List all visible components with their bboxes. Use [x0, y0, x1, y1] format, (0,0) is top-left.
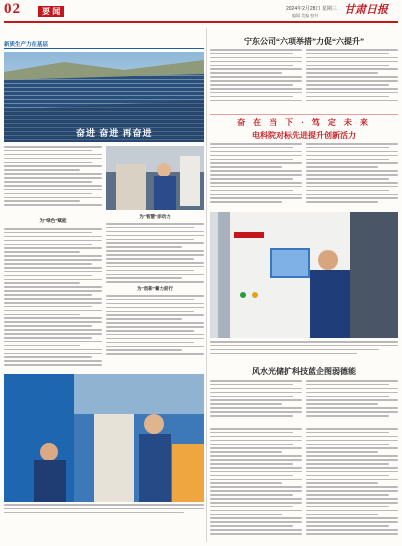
feature-banner: 奋 在 当 下 · 笃 定 未 来 [237, 118, 371, 127]
section-tag: 要 闻 [38, 6, 64, 17]
article1-col2 [306, 49, 398, 109]
article1-title: 宁东公司“六项举措”力促“六提升” [244, 37, 364, 46]
header-rule [4, 21, 398, 23]
column-title: 新质生产力在基层 [4, 42, 49, 48]
left-subhead-2: 为“智慧”添动力 [139, 214, 171, 219]
workers-maintenance-photo [4, 374, 204, 502]
solar-farm-photo [4, 52, 204, 142]
mid-text-block [106, 214, 204, 370]
control-cabinet-photo [210, 212, 398, 338]
article2-col1 [210, 143, 302, 209]
left-text-block [4, 146, 102, 216]
column-rule [4, 48, 204, 49]
left-photo-caption [4, 504, 204, 534]
left-text-block-2 [4, 228, 102, 370]
banner-rule-top [210, 114, 398, 115]
article3-col4 [306, 428, 398, 542]
left-subhead-3: 为“创新”蓄力前行 [137, 285, 173, 291]
editor-line: 编辑 美编 校对 [292, 13, 319, 18]
article3-col2 [306, 380, 398, 424]
page-number: 02 [4, 1, 21, 17]
worker-photo-1 [106, 146, 204, 210]
article3-col3 [210, 428, 302, 542]
article1-col1 [210, 49, 302, 109]
photo-overlay-title: 奋进 奋进 再奋进 [76, 128, 153, 138]
left-subhead-1: 为“绿色”赋能 [39, 218, 67, 223]
article3-title: 风水光储扩科技蓝企图弱德能 [252, 367, 356, 376]
article2-title: 电科院对标先进提升创新活力 [252, 131, 356, 140]
right-photo-caption [210, 341, 398, 361]
article3-col1 [210, 380, 302, 424]
column-divider [206, 28, 207, 542]
issue-date: 2024年2月28日 星期三 [286, 6, 337, 12]
article2-col2 [306, 143, 398, 209]
newspaper-logo: 甘肃日报 [344, 4, 388, 16]
